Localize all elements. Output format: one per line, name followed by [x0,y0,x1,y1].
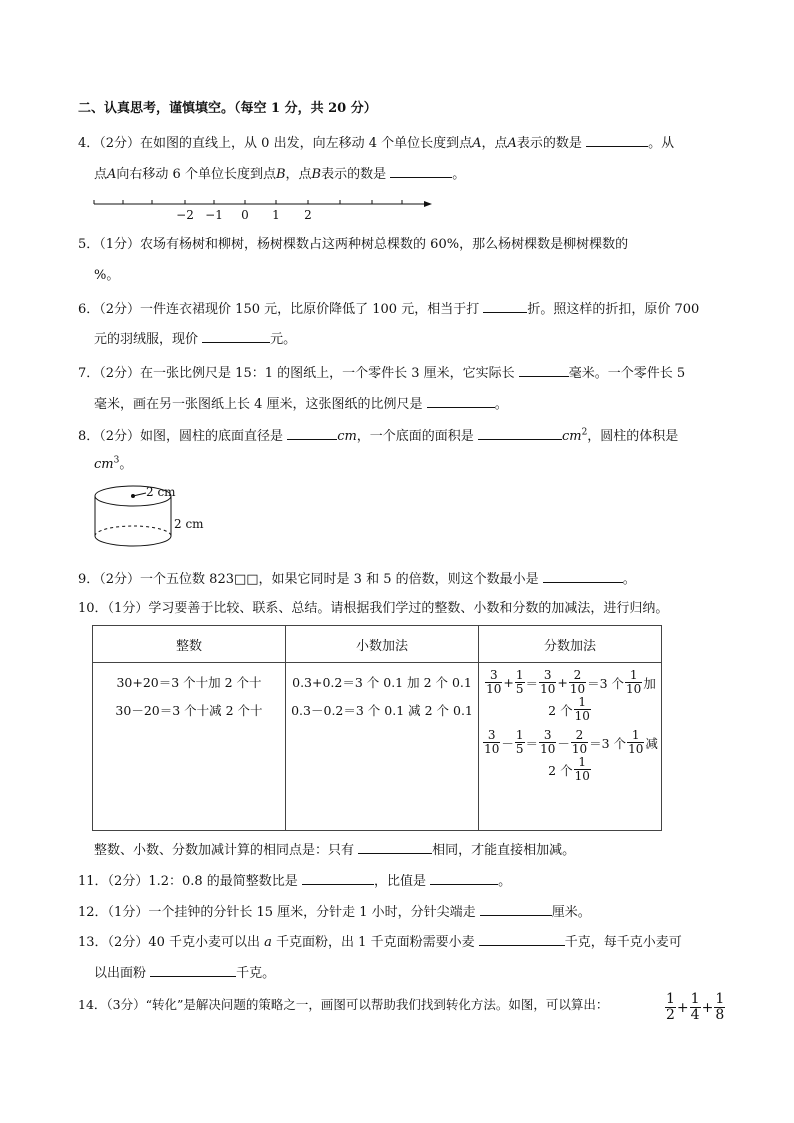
arrow-icon [424,201,432,207]
answer-blank[interactable] [302,872,374,885]
table-cell: 0.3－0.2＝3 个 0.1 减 2 个 0.1 [291,703,473,718]
answer-blank[interactable] [358,841,432,854]
height-label: 2 cm [174,517,204,531]
answer-blank[interactable] [543,570,623,583]
question-12-line-1: 12．（1分）一个挂钟的分针长 15 厘米，分针走 1 小时，分针尖端走 厘米。 [78,905,591,920]
table-header: 分数加法 [479,626,662,663]
question-4-line-1: 4．（2分）在如图的直线上，从 0 出发，向左移动 4 个单位长度到点A，点A表示的数是 。从 [78,136,675,151]
tick-label: 0 [241,208,249,222]
question-10-summary: 整数、小数、分数加减计算的相同点是：只有 相同，才能直接相加减。 [94,843,576,858]
answer-blank[interactable] [427,395,495,408]
question-13-line-1: 13．（2分）40 千克小麦可以出 a 千克面粉，出 1 千克面粉需要小麦 千克，每千克小麦可 [78,935,682,950]
question-6-line-2: 元的羽绒服，现价 元。 [94,332,297,347]
question-6-line-1: 6．（2分）一件连衣裙现价 150 元，比原价降低了 100 元，相当于打 折。照这样的折扣，原价 700 [78,302,700,317]
answer-blank[interactable] [480,903,552,916]
question-5-line-2: %。 [94,268,120,283]
question-9-line-1: 9．（2分）一个五位数 823□□，如果它同时是 3 和 5 的倍数，则这个数最小是 。 [78,572,636,587]
cylinder-figure [90,482,215,554]
question-4-line-2: 点A向右移动 6 个单位长度到点B，点B表示的数是 。 [94,167,466,182]
question-7-line-2: 毫米，画在另一张图纸上长 4 厘米，这张图纸的比例尺是 。 [94,397,508,412]
answer-blank[interactable] [287,427,337,440]
answer-blank[interactable] [478,427,562,440]
table-cell: 30－20＝3 个十减 2 个十 [115,703,263,718]
question-5-line-1: 5．（1分）农场有杨树和柳树，杨树棵数占这两种树总棵数的 60%，那么杨树棵数是柳树棵数的 [78,237,629,252]
question-11-line-1: 11．（2分）1.2：0.8 的最简整数比是 ，比值是 。 [78,874,512,889]
tick-label: −1 [205,208,223,222]
tick-label: 1 [272,208,280,222]
answer-blank[interactable] [479,933,565,946]
question-8-line-2: $cm^3$。 [94,455,133,472]
answer-blank[interactable] [483,300,527,313]
tick-label: −2 [176,208,194,222]
question-13-line-2: 以出面粉 千克。 [94,966,276,981]
answer-blank[interactable] [202,330,270,343]
diameter-label: 2 cm [146,485,176,499]
table-header: 小数加法 [286,626,479,663]
table-cell: 0.3+0.2＝3 个 0.1 加 2 个 0.1 [292,675,472,690]
comparison-table [92,625,662,831]
fraction-cell: $\frac{3}{10}$ + $\frac{1}{5}$ ＝ $\frac{3}{10}$ + $\frac{2}{10}$ ＝3 个 $\frac{1}{10}$ 加 2 个 $\frac{1}{10}$ $\frac{3}{10}$ － $\frac{1}{5}$ ＝ $\frac{3}{10}$ － $\frac{2}{10}$ ＝3 个 $\frac{1}{10}$ 减 2 个 $\frac{1}{10}$ [479,663,662,831]
question-14-fractions: $\frac{1}{2}$ + $\frac{1}{4}$ + $\frac{1}{8}$ [666,991,725,1023]
question-7-line-1: 7．（2分）在一张比例尺是 15：1 的图纸上，一个零件长 3 厘米，它实际长 毫米。一个零件长 5 [78,366,686,381]
answer-blank[interactable] [430,872,498,885]
answer-blank[interactable] [519,364,569,377]
number-line [90,195,435,225]
answer-blank[interactable] [586,134,648,147]
question-10-line-1: 10．（1分）学习要善于比较、联系、总结。请根据我们学过的整数、小数和分数的加减法，进行归纳。 [78,601,669,616]
table-cell: 30+20＝3 个十加 2 个十 [116,675,262,690]
question-14-line-1: 14．（3分）“转化”是解决问题的策略之一，画图可以帮助我们找到转化方法。如图，可以算出： [78,997,609,1012]
question-8-line-1: 8．（2分）如图，圆柱的底面直径是 cm，一个底面的面积是 $cm^2$，圆柱的体积是 [78,427,679,444]
tick-label: 2 [304,208,312,222]
section-title: 二、认真思考，谨慎填空。（每空 1 分，共 20 分） [78,101,377,116]
answer-blank[interactable] [150,964,236,977]
table-header: 整数 [93,626,286,663]
answer-blank[interactable] [390,165,452,178]
